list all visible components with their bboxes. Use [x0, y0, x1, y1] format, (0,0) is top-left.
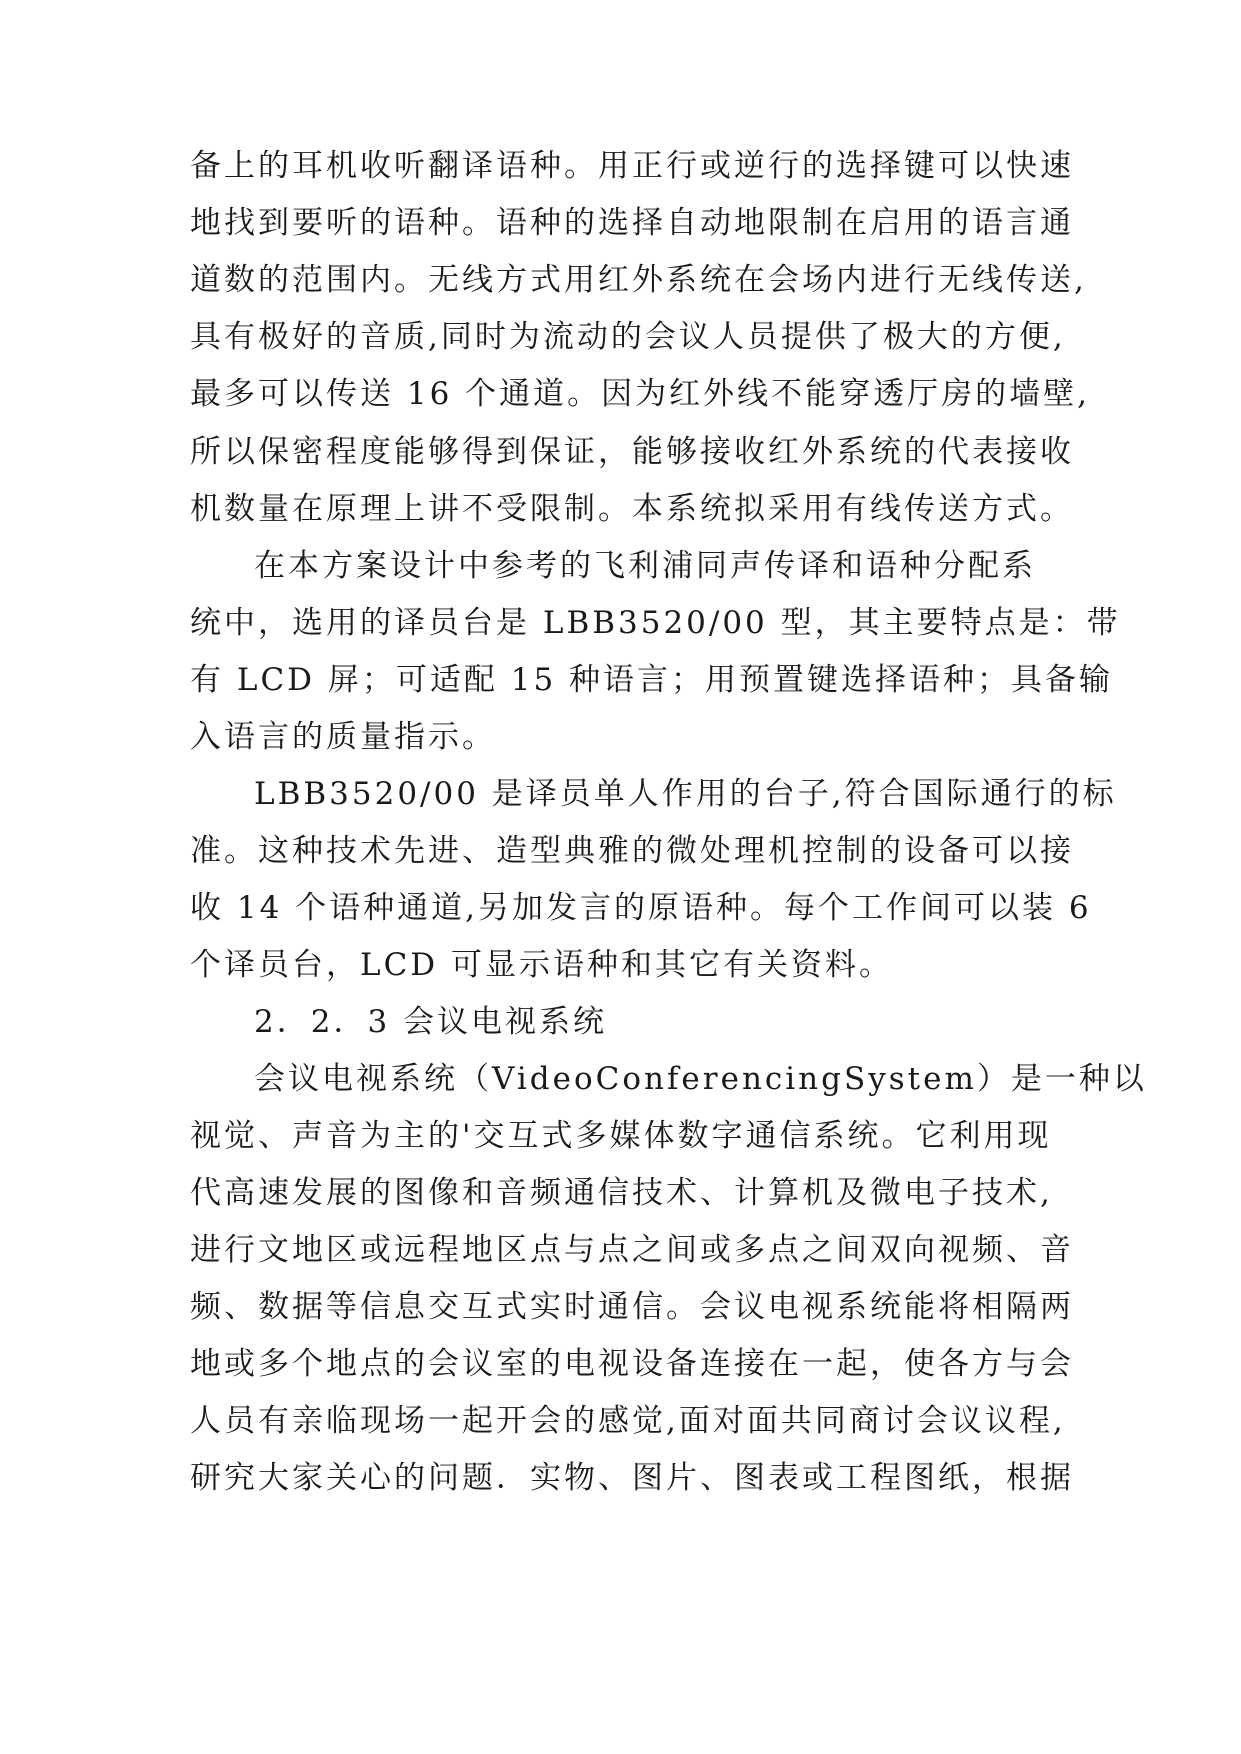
section-heading: 2．2．3 会议电视系统 — [254, 1004, 608, 1040]
body-text-line: 频、数据等信息交互式实时通信。会议电视系统能将相隔两 — [190, 1289, 1074, 1325]
body-text-line: 视觉、声音为主的'交互式多媒体数字通信系统。它利用现 — [190, 1118, 1052, 1154]
body-text-line: 地找到要听的语种。语种的选择自动地限制在启用的语言通 — [190, 205, 1074, 241]
paragraph-first-line: LBB3520/00 是译员单人作用的台子,符合国际通行的标 — [254, 776, 1117, 812]
body-text-line: 代高速发展的图像和音频通信技术、计算机及微电子技术, — [190, 1175, 1053, 1211]
body-text-line: 研究大家关心的问题．实物、图片、图表或工程图纸，根据 — [190, 1460, 1074, 1496]
body-text-line: 最多可以传送 16 个通道。因为红外线不能穿透厅房的墙壁, — [190, 376, 1091, 412]
body-text-line: 所以保密程度能够得到保证，能够接收红外系统的代表接收 — [190, 434, 1074, 470]
paragraph-first-line: 会议电视系统（VideoConferencingSystem）是一种以 — [254, 1061, 1147, 1097]
body-text-line: 统中，选用的译员台是 LBB3520/00 型，其主要特点是：带 — [190, 605, 1121, 641]
body-text-line: 备上的耳机收听翻译语种。用正行或逆行的选择键可以快速 — [190, 148, 1074, 184]
body-text-line: 收 14 个语种通道,另加发言的原语种。每个工作间可以装 6 — [190, 890, 1092, 926]
body-text-line: 地或多个地点的会议室的电视设备连接在一起，使各方与会 — [190, 1346, 1074, 1382]
paragraph-first-line: 在本方案设计中参考的飞利浦同声传译和语种分配系 — [254, 548, 1036, 584]
body-text-line: 个译员台，LCD 可显示语种和其它有关资料。 — [190, 947, 894, 983]
body-text-line: 有 LCD 屏；可适配 15 种语言；用预置键选择语种；具备输 — [190, 662, 1114, 698]
body-text-line: 准。这种技术先进、造型典雅的微处理机控制的设备可以接 — [190, 833, 1074, 869]
body-text-line: 人员有亲临现场一起开会的感觉,面对面共同商讨会议议程, — [190, 1403, 1066, 1439]
body-text-line: 道数的范围内。无线方式用红外系统在会场内进行无线传送, — [190, 262, 1087, 298]
body-text-line: 具有极好的音质,同时为流动的会议人员提供了极大的方便, — [190, 319, 1066, 355]
body-text-line: 入语言的质量指示。 — [190, 719, 496, 755]
body-text-line: 进行文地区或远程地区点与点之间或多点之间双向视频、音 — [190, 1232, 1074, 1268]
body-text-line: 机数量在原理上讲不受限制。本系统拟采用有线传送方式。 — [190, 491, 1074, 527]
